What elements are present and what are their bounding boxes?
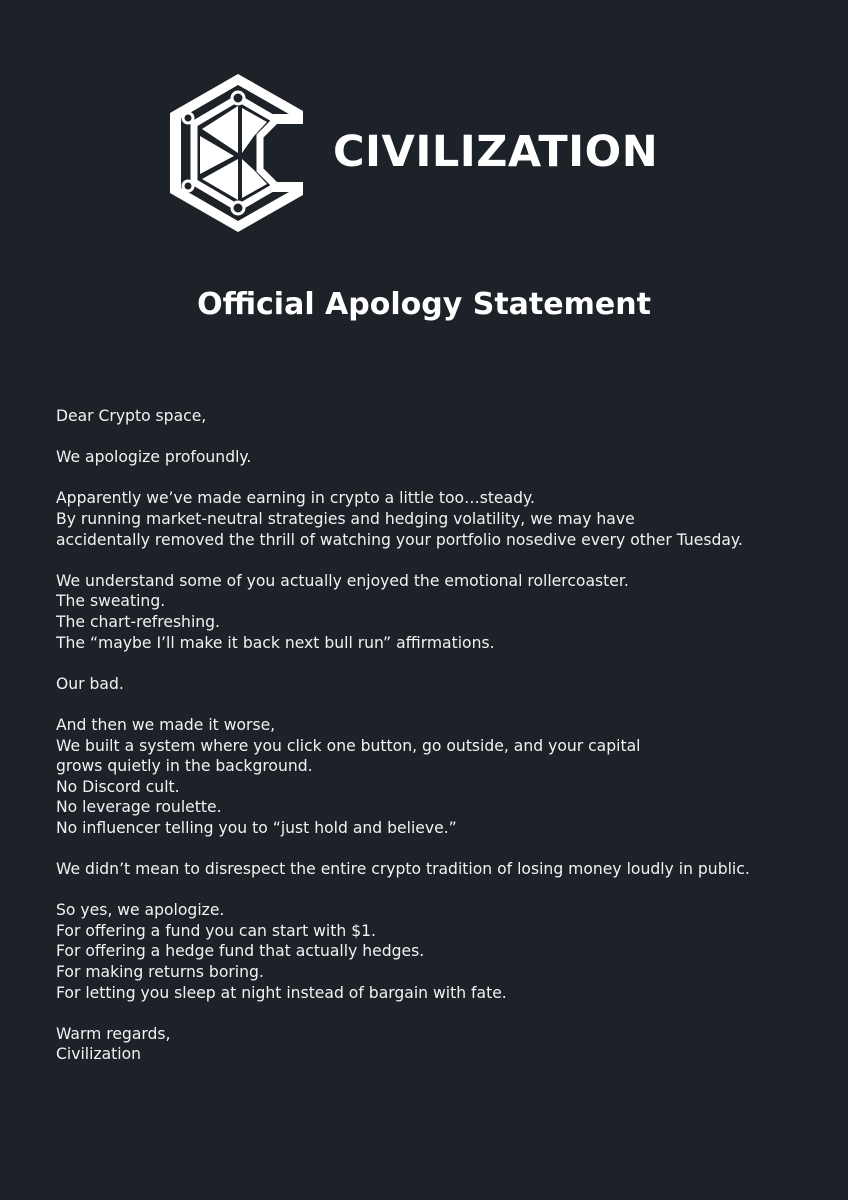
- letter-line: And then we made it worse,: [56, 715, 276, 734]
- letter-line: No influencer telling you to “just hold and believe.”: [56, 818, 457, 837]
- letter-line: So yes, we apologize.: [56, 901, 225, 920]
- letter-line: For offering a fund you can start with $1.: [56, 921, 376, 940]
- letter-paragraph: [56, 715, 836, 839]
- letter-line: The sweating.: [56, 592, 166, 611]
- letter-line: accidentally removed the thrill of watching your portfolio nosedive every other Tuesday.: [56, 530, 743, 549]
- letter-line: Apparently we’ve made earning in crypto a little too…steady.: [56, 489, 535, 508]
- letter-opening: We apologize profoundly.: [56, 448, 252, 467]
- letter-paragraph: We didn’t mean to disrespect the entire crypto tradition of losing money loudly in public.: [56, 860, 750, 879]
- letter-body: [56, 406, 836, 1086]
- letter-paragraph: [56, 571, 836, 653]
- letter-line: The chart-refreshing.: [56, 612, 221, 631]
- brand-name: CIVILIZATION: [333, 127, 659, 177]
- letter-line: No Discord cult.: [56, 777, 180, 796]
- letter-line: No leverage roulette.: [56, 798, 222, 817]
- brand-header: [170, 74, 690, 232]
- letter-signature: Civilization: [56, 1045, 142, 1064]
- letter-line: For offering a hedge fund that actually hedges.: [56, 942, 425, 961]
- letter-paragraph: [56, 488, 836, 550]
- letter-our-bad: Our bad.: [56, 674, 124, 693]
- letter-line: For letting you sleep at night instead of bargain with fate.: [56, 983, 507, 1002]
- civilization-logo-icon: [170, 74, 306, 232]
- letter-closing: Warm regards,: [56, 1024, 171, 1043]
- letter-line: grows quietly in the background.: [56, 757, 313, 776]
- letter-line: By running market-neutral strategies and hedging volatility, we may have: [56, 509, 635, 528]
- letter-greeting: Dear Crypto space,: [56, 407, 207, 425]
- letter-line: The “maybe I’ll make it back next bull run” affirmations.: [56, 633, 495, 652]
- letter-line: For making returns boring.: [56, 963, 264, 982]
- letter-line: We built a system where you click one button, go outside, and your capital: [56, 736, 641, 755]
- letter-paragraph: [56, 900, 836, 1003]
- letter-signoff: [56, 1024, 836, 1065]
- letter-line: We understand some of you actually enjoyed the emotional rollercoaster.: [56, 571, 629, 590]
- page-title: Official Apology Statement: [197, 287, 651, 322]
